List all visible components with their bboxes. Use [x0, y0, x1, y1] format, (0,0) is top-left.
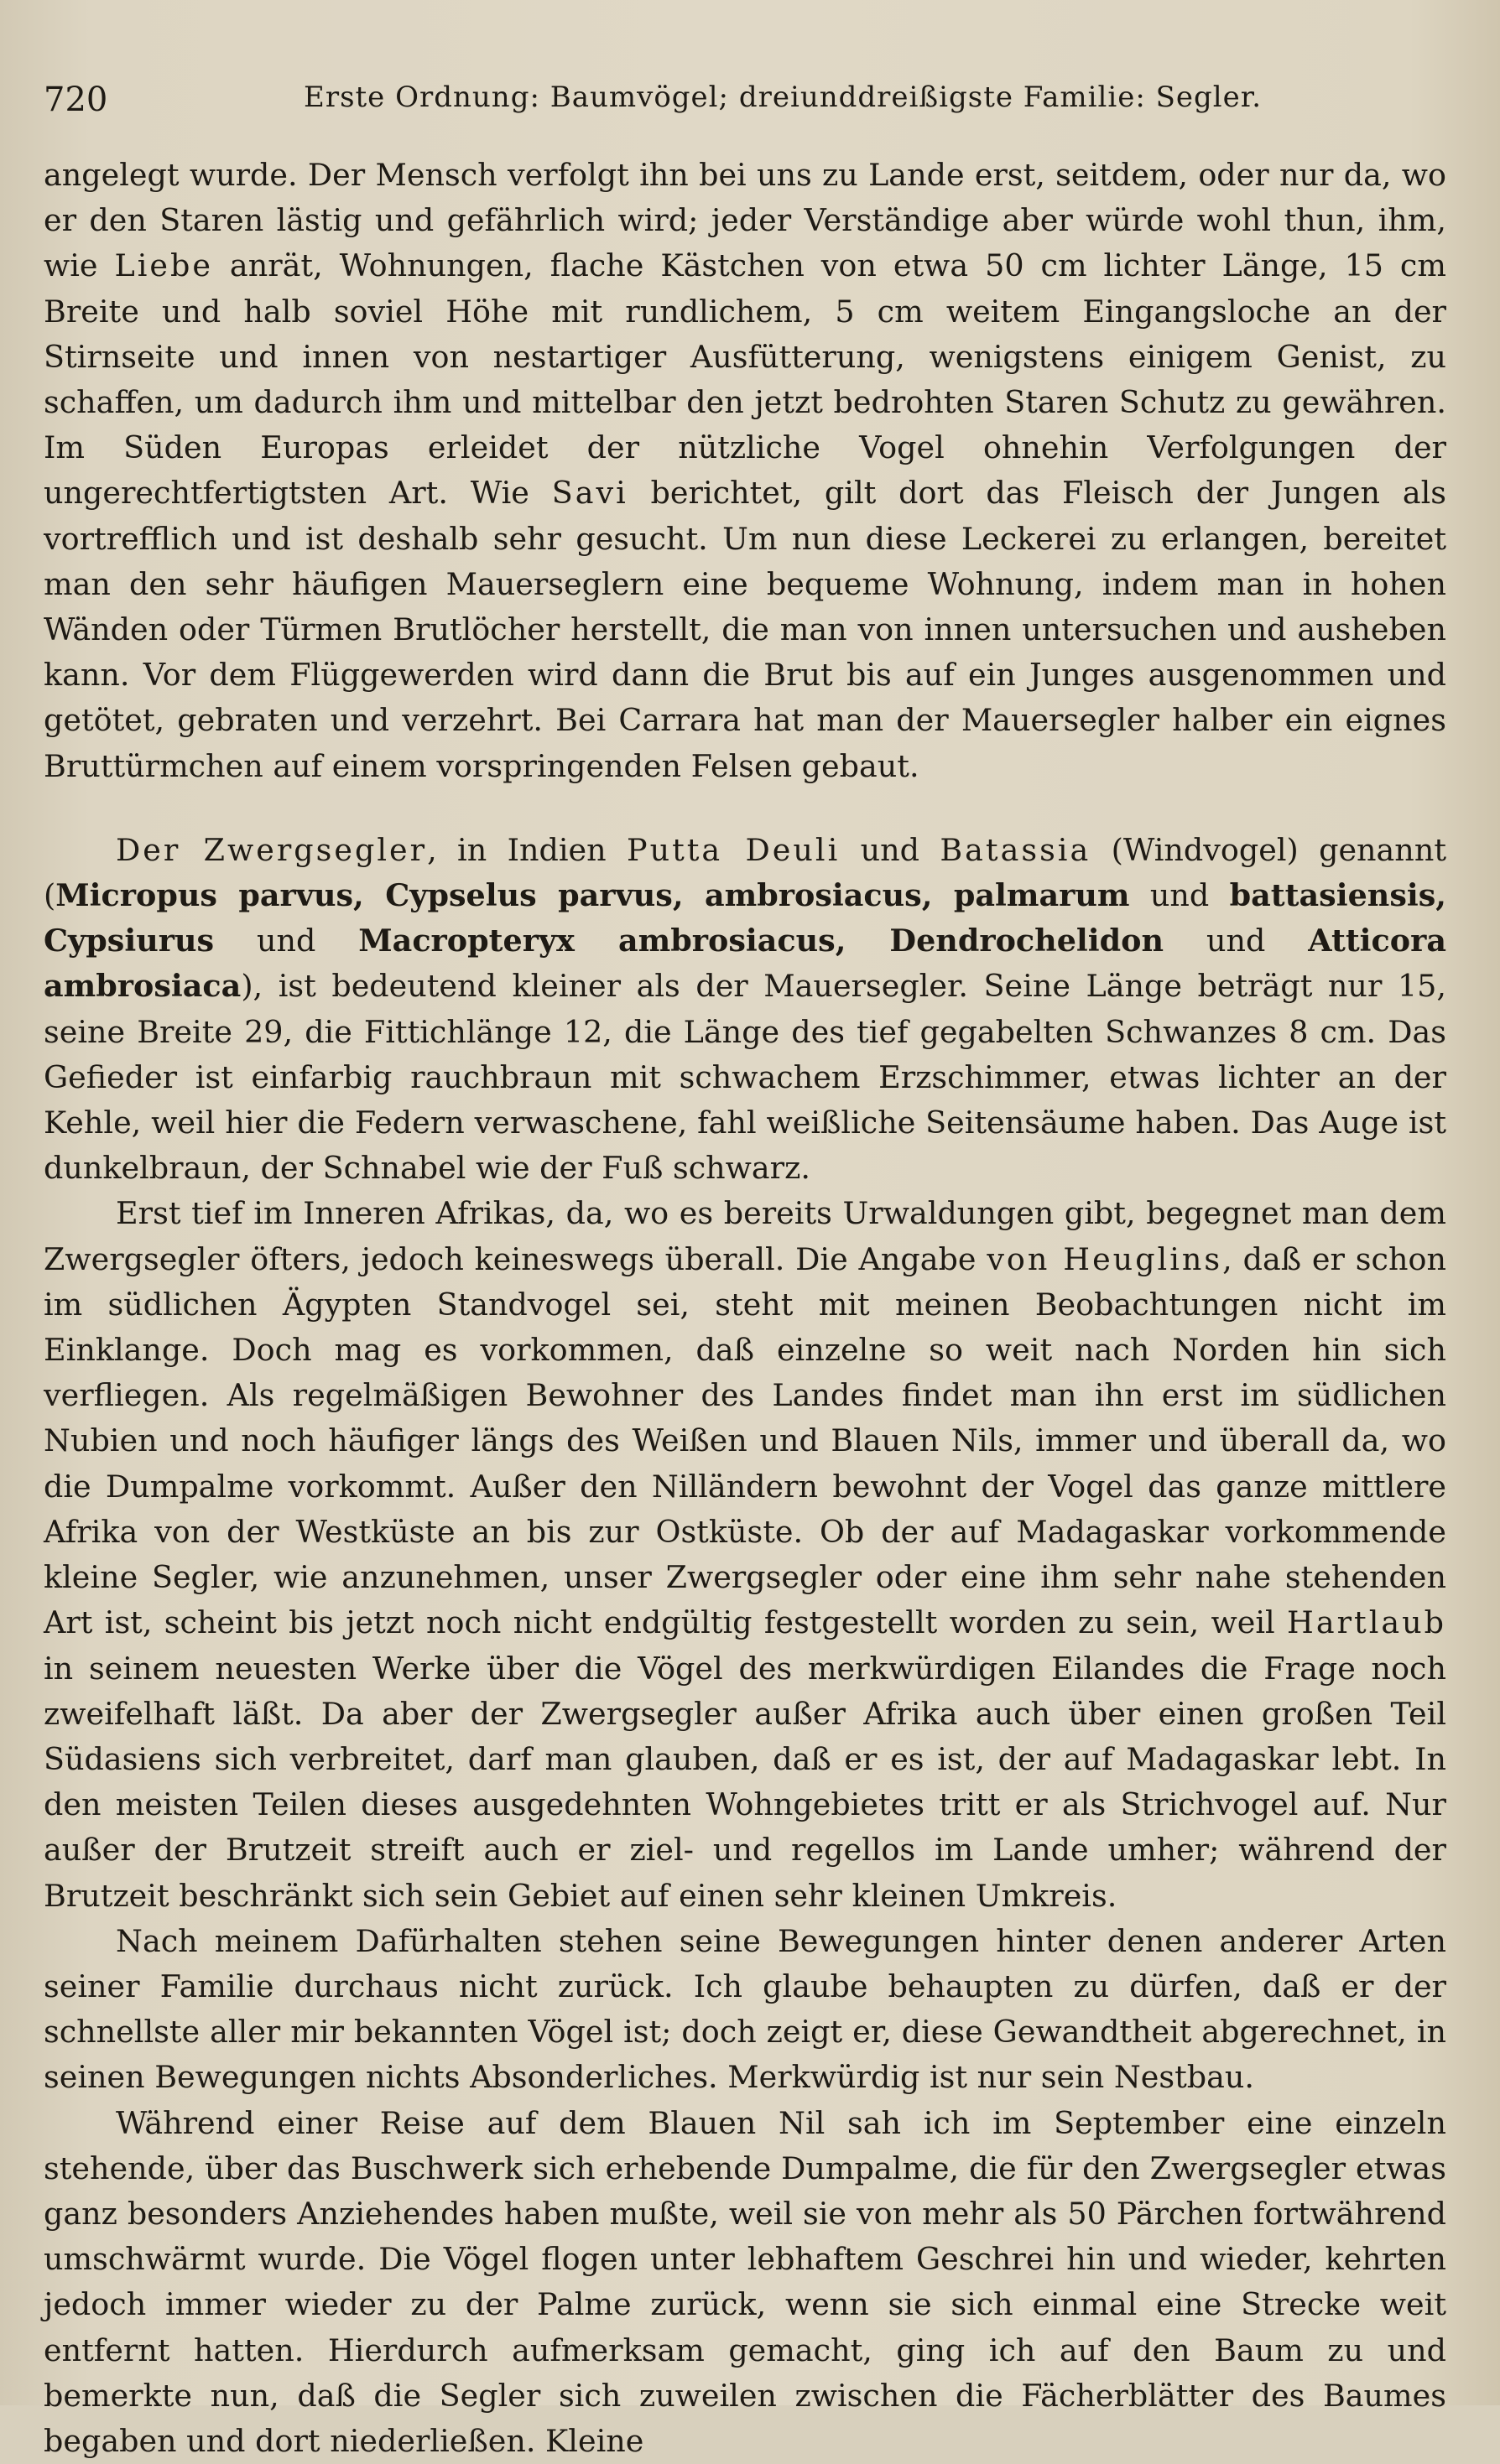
spaced-name: Savi [551, 475, 628, 512]
body-text [44, 153, 1446, 2464]
paragraph-5: Während einer Reise auf dem Blauen Nil sah ich im September eine einzeln stehende, über das Buschwerk sich erhebende Dumpalme, die für den Zwergsegler etwas ganz besonders Anziehendes haben mußte, weil sie von mehr als 50 Pärchen fortwährend umschwärmt wurde. Die Vögel flogen unter lebhaftem Geschrei hin und wieder, kehrten jedoch immer wieder zu der Palme zurück, wenn sie sich einmal eine Strecke weit entfernt hatten. Hierdurch aufmerksam gemacht, ging ich auf den Baum zu und bemerkte nun, daß die Segler sich zuweilen zwischen die Fächerblätter des Baumes begaben und dort niederließen. Kleine [44, 2104, 1446, 2459]
text-run: angelegt wurde. Der Mensch verfolgt ihn bei uns zu Lande erst, seitdem, oder nur da, wo er den Staren lästig und gefährlich wird; jeder Verständige aber würde wohl thun, ihm, wie [44, 157, 1446, 284]
text-run: , in Indien [427, 831, 628, 868]
text-run: anrät, Wohnungen, flache Kästchen von etwa 50 cm lichter Länge, 15 cm Breite und halb soviel Höhe mit rundlichem, 5 cm weitem Eingangsloche an der Stirnseite und innen von nestartiger Ausfütterung, wenigstens einigem Genist, zu schaffen, um dadurch ihm und mittelbar den jetzt bedrohten Staren Schutz zu gewähren. Im Süden Europas erleidet der nützliche Vogel ohnehin Verfolgungen der ungerechtfertigtsten Art. Wie [44, 247, 1446, 512]
spaced-name: Liebe [114, 247, 213, 284]
text-run: und [1164, 923, 1309, 959]
text-run: und [214, 923, 359, 959]
spaced-name: Batassia [940, 831, 1091, 868]
text-run: (Windvogel) genannt ( [44, 831, 1446, 914]
text-run: , daß er schon im südlichen Ägypten Standvogel sei, steht mit meinen Beobachtungen nicht im Einklange. Doch mag es vorkommen, daß einzelne so weit nach Norden hin sich verfliegen. Als regelmäßigen Bewohner des Landes findet man ihn erst im südlichen Nubien und noch häufiger längs des Weißen und Blauen Nils, immer und überall da, wo die Dumpalme vorkommt. Außer den Nilländern bewohnt der Vogel das ganze mittlere Afrika von der Westküste an bis zur Ostküste. Ob der auf Madagaskar vorkommende kleine Segler, wie anzunehmen, unser Zwergsegler oder eine ihm sehr nahe stehenden Art ist, scheint bis jetzt noch nicht endgültig festgestellt worden zu sein, weil [44, 1240, 1446, 1641]
text-run: berichtet, gilt dort das Fleisch der Jungen als vortrefflich und ist deshalb sehr gesucht. Um nun diese Leckerei zu erlangen, bereitet man den sehr häufigen Mauerseglern eine bequeme Wohnung, indem man in hohen Wänden oder Türmen Brutlöcher herstellt, die man von innen untersuchen und ausheben kann. Vor dem Flüggewerden wird dann die Brut bis auf ein Junges ausgenommen und getötet, gebraten und verzehrt. Bei Carrara hat man der Mauersegler halber ein eignes Bruttürmchen auf einem vorspringenden Felsen gebaut. [44, 475, 1446, 784]
paragraph-1 [44, 153, 1446, 789]
spaced-name: Der Zwergsegler [116, 831, 428, 868]
text-run: und [840, 831, 940, 868]
text-run: Erst tief im Inneren Afrikas, da, wo es bereits Urwaldungen gibt, begegnet man dem Zwergsegler öfters, jedoch keineswegs überall. Die Angabe [44, 1195, 1446, 1277]
spaced-name: Hartlaub [1286, 1604, 1446, 1641]
paragraph-3 [44, 1191, 1446, 1918]
spaced-name: Putta Deuli [627, 831, 841, 868]
latin-name: battasiensis, Cypsiurus [44, 877, 1446, 959]
text-run: und [1129, 877, 1230, 914]
paragraph-4: Nach meinem Dafürhalten stehen seine Bewegungen hinter denen anderer Arten seiner Familie durchaus nicht zurück. Ich glaube behaupten zu dürfen, daß er der schnellste aller mir bekannten Vögel ist; doch zeigt er, diese Gewandtheit abgerechnet, in seinen Bewegungen nichts Absonderliches. Merkwürdig ist nur sein Nestbau. [44, 1922, 1446, 2096]
paragraph-2 [44, 828, 1446, 1192]
page-number: 720 [44, 81, 108, 119]
latin-name: Atticora ambrosiaca [44, 923, 1446, 1005]
latin-name: Macropteryx ambrosiacus, Dendrochelidon [358, 923, 1164, 959]
latin-name: Micropus parvus, Cypselus parvus, ambrosiacus, palmarum [55, 877, 1130, 914]
text-run: ), ist bedeutend kleiner als der Mauersegler. Seine Länge beträgt nur 15, seine Breite 29, die Fittichlänge 12, die Länge des tief gegabelten Schwanzes 8 cm. Das Gefieder ist einfarbig rauchbraun mit schwachem Erzschimmer, etwas lichter an der Kehle, weil hier die Federn verwaschene, fahl weißliche Seitensäume haben. Das Auge ist dunkelbraun, der Schnabel wie der Fuß schwarz. [44, 968, 1446, 1187]
spaced-name: von Heuglins [987, 1240, 1223, 1277]
running-head: Erste Ordnung: Baumvögel; dreiunddreißigste Familie: Segler. [304, 81, 1263, 114]
text-run: in seinem neuesten Werke über die Vögel des merkwürdigen Eilandes die Frage noch zweifelhaft läßt. Da aber der Zwergsegler außer Afrika auch über einen großen Teil Südasiens sich verbreitet, darf man glauben, daß er es ist, der auf Madagaskar lebt. In den meisten Teilen dieses ausgedehnten Wohngebietes tritt er als Strichvogel auf. Nur außer der Brutzeit streift auch er ziel- und regellos im Lande umher; während der Brutzeit beschränkt sich sein Gebiet auf einen sehr kleinen Umkreis. [44, 1650, 1446, 1914]
page-header [44, 81, 1450, 131]
